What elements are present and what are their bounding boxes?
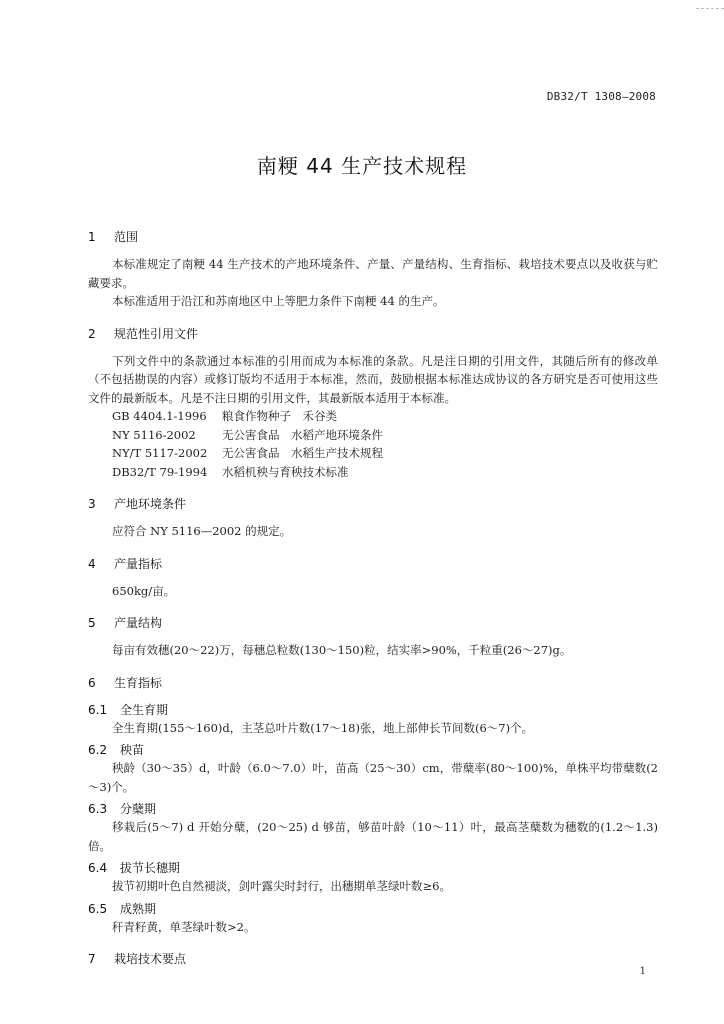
subsection-title: 秧苗 xyxy=(120,743,145,757)
section-title: 产量结构 xyxy=(114,616,163,630)
subsection-heading xyxy=(88,900,658,918)
subsection-heading xyxy=(88,800,658,818)
subsection-number: 6.4 xyxy=(88,861,108,875)
section-heading-environment xyxy=(88,495,658,513)
reference-item xyxy=(88,463,658,482)
section-title: 范围 xyxy=(114,230,139,244)
section-heading-normative-references xyxy=(88,325,658,343)
subsection-title: 拔节长穗期 xyxy=(120,861,181,875)
paragraph: 秧龄（30～35）d，叶龄（6.0～7.0）叶，苗高（25～30）cm，带蘖率(80～100)%，单株平均带蘖数(2～3)个。 xyxy=(88,761,658,794)
subsection-number: 6.1 xyxy=(88,702,108,717)
reference-item xyxy=(88,407,658,426)
section-title: 产量指标 xyxy=(114,556,163,571)
subsection-title: 全生育期 xyxy=(120,702,169,717)
reference-code: NY 5116-2002 xyxy=(112,427,196,442)
paragraph: 全生育期(155～160)d，主茎总叶片数(17～18)张，地上部伸长节间数(6～7)个。 xyxy=(112,720,534,735)
section-heading-cultivation xyxy=(88,950,658,968)
subsection-heading xyxy=(88,701,658,719)
subsection-title: 成熟期 xyxy=(120,901,157,916)
subsection-title: 分蘖期 xyxy=(120,802,157,816)
reference-name: 水稻机秧与育秧技术标准 xyxy=(222,464,349,479)
section-number: 7 xyxy=(88,952,96,966)
paragraph: 移栽后(5～7) d 开始分蘖，(20～25) d 够苗，够苗叶龄（10～11）叶，最高茎蘖数为穗数的(1.2～1.3)倍。 xyxy=(88,820,658,853)
reference-code: NY/T 5117-2002 xyxy=(112,446,208,460)
section-heading-yield-target xyxy=(88,555,658,573)
subsection-number: 6.2 xyxy=(88,743,108,757)
section-title: 栽培技术要点 xyxy=(114,952,187,966)
paragraph: 本标准规定了南粳 44 生产技术的产地环境条件、产量、产量结构、生育指标、栽培技术要点以及收获与贮藏要求。 xyxy=(88,257,658,290)
paragraph: 拔节初期叶色自然褪淡，剑叶露尖时封行，出穗期单茎绿叶数≥6。 xyxy=(112,879,451,893)
corner-mark xyxy=(696,0,724,9)
reference-code: DB32/T 79-1994 xyxy=(112,464,208,479)
document-body xyxy=(88,228,658,968)
paragraph: 秆青籽黄，单茎绿叶数>2。 xyxy=(112,919,256,934)
section-number: 5 xyxy=(88,616,96,630)
section-number: 6 xyxy=(88,675,96,690)
reference-name: 无公害食品 水稻生产技术规程 xyxy=(222,446,383,460)
document-title: 南粳 44 生产技术规程 xyxy=(256,154,468,178)
page-number: 1 xyxy=(639,966,646,977)
section-heading-scope xyxy=(88,228,658,246)
paragraph: 650kg/亩。 xyxy=(112,583,176,598)
section-heading-yield-structure xyxy=(88,614,658,632)
paragraph: 下列文件中的条款通过本标准的引用而成为本标准的条款。凡是注日期的引用文件，其随后所有的修改单（不包括勘误的内容）或修订版均不适用于本标准，然而，鼓励根据本标准达成协议的各方研究是否可使用这些文件的最新版本。凡是不注日期的引用文件，其最新版本适用于本标准。 xyxy=(88,353,658,405)
section-number: 1 xyxy=(88,230,96,244)
reference-name: 粮食作物种子 禾谷类 xyxy=(222,409,337,423)
section-title: 生育指标 xyxy=(114,675,163,690)
section-number: 4 xyxy=(88,556,96,571)
paragraph: 每亩有效穗(20～22)万，每穗总粒数(130～150)粒，结实率>90%，千粒重(26～27)g。 xyxy=(112,643,572,657)
section-title: 产地环境条件 xyxy=(114,497,187,511)
section-heading-growth-indicators xyxy=(88,674,658,692)
document-code: DB32/T 1308—2008 xyxy=(546,90,656,103)
reference-item xyxy=(88,426,658,445)
subsection-heading xyxy=(88,741,658,759)
subsection-number: 6.3 xyxy=(88,802,108,816)
reference-name: 无公害食品 水稻产地环境条件 xyxy=(222,427,383,442)
subsection-heading xyxy=(88,859,658,877)
reference-code: GB 4404.1-1996 xyxy=(112,409,207,423)
paragraph: 应符合 NY 5116—2002 的规定。 xyxy=(112,524,292,538)
section-title: 规范性引用文件 xyxy=(114,326,199,341)
subsection-number: 6.5 xyxy=(88,901,108,916)
paragraph: 本标准适用于沿江和苏南地区中上等肥力条件下南粳 44 的生产。 xyxy=(112,294,445,308)
section-number: 3 xyxy=(88,497,96,511)
section-number: 2 xyxy=(88,326,96,341)
reference-item xyxy=(88,444,658,463)
